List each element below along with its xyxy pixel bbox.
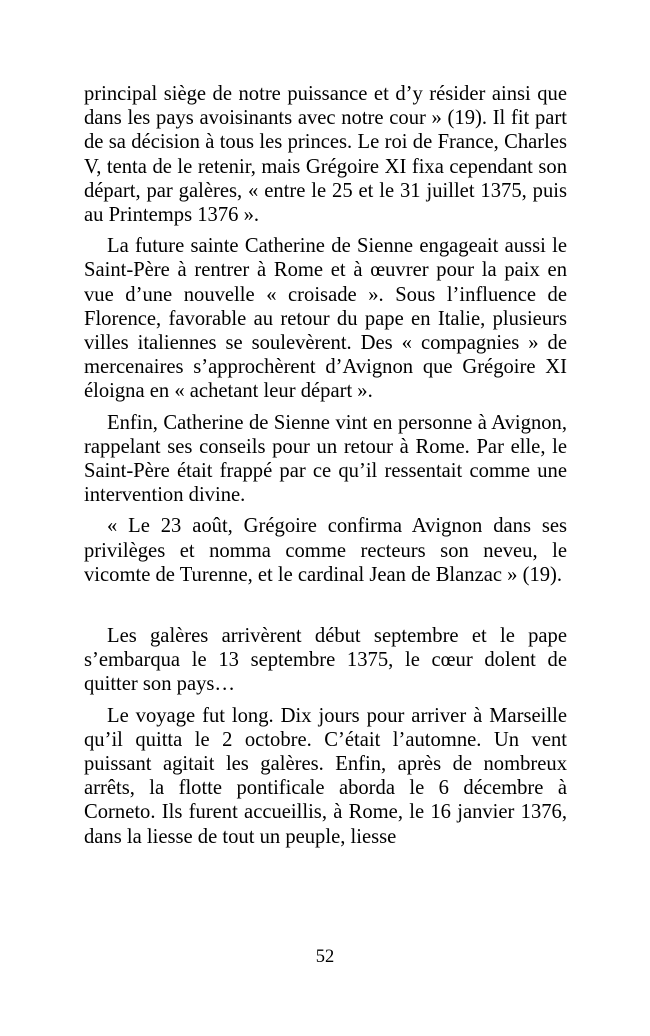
paragraph-catherine-de-sienne: La future sainte Catherine de Sienne engageait aussi le Saint-Père à rentrer à Rome et à œuvrer pour la paix en vue d’une nouvelle « croisade ». Sous l’influence de Florence, favorable au retour du pape en Italie, plusieurs villes italiennes se soulevèrent. Des « compagnies » de mercenaires s’approchèrent d’Avignon que Grégoire XI éloigna en « achetant leur départ ». [84,235,567,403]
page-body [84,82,567,849]
paragraph-continued: principal siège de notre puissance et d’y résider ainsi que dans les pays avoisinants avec notre cour » (19). Il fit part de sa décision à tous les princes. Le roi de France, Charles V, tenta de le retenir, mais Grégoire XI fixa cependant son départ, par galères, « entre le 25 et le 31 juillet 1375, puis au Printemps 1376 ». [84,83,567,227]
paragraph-galeres: Les galères arrivèrent début septembre et le pape s’embarqua le 13 septembre 1375, le cœur dolent de quitter son pays… [84,625,567,696]
paragraph-quote-23-aout: « Le 23 août, Grégoire confirma Avignon dans ses privilèges et nomma comme recteurs son neveu, le vicomte de Turenne, et le cardinal Jean de Blanzac » (19). [84,515,567,586]
paragraph-voyage: Le voyage fut long. Dix jours pour arriver à Marseille qu’il quitta le 2 octobre. C’était l’automne. Un vent puissant agitait les galères. Enfin, après de nombreux arrêts, la flotte pontificale aborda le 6 décembre à Corneto. Ils furent accueillis, à Rome, le 16 janvier 1376, dans la liesse de tout un peuple, liesse [84,704,567,848]
page-number: 52 [315,947,335,967]
section-break [84,587,567,624]
paragraph-avignon-visit: Enfin, Catherine de Sienne vint en personne à Avignon, rappelant ses conseils pour un retour à Rome. Par elle, le Saint-Père était frappé par ce qu’il ressentait comme une intervention divine. [84,411,567,507]
